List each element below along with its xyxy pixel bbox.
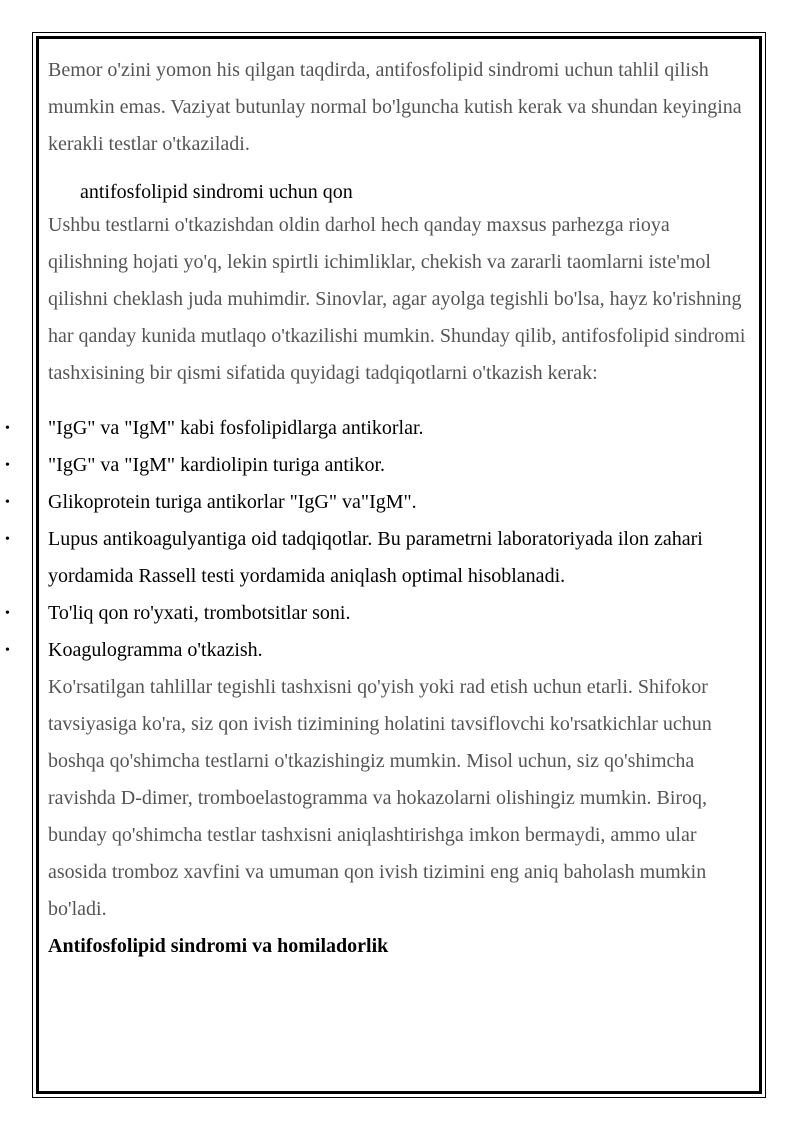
tests-list xyxy=(5,410,748,669)
bullet-icon: • xyxy=(5,532,10,547)
list-item: • To'liq qon ro'yxati, trombotsitlar soni. xyxy=(48,595,748,632)
list-item: • Koagulogramma o'tkazish. xyxy=(48,632,748,669)
list-item: • "IgG" va "IgM" kabi fosfolipidlarga antikorlar. xyxy=(48,410,748,447)
bullet-icon: • xyxy=(5,606,10,621)
bullet-icon: • xyxy=(5,495,10,510)
list-item: • Glikoprotein turiga antikorlar "IgG" va"IgM". xyxy=(48,484,748,521)
conclusion-paragraph: Ko'rsatilgan tahlillar tegishli tashxisni qo'yish yoki rad etish uchun etarli. Shifokor tavsiyasiga ko'ra, siz qon ivish tizimining holatini tavsiflovchi ko'rsatkichlar uchun boshqa qo'shimcha testlarni o'tkazishingiz mumkin. Misol uchun, siz qo'shimcha ravishda D-dimer, tromboelastogramma va hokazolarni olishingiz mumkin. Biroq, bunday qo'shimcha testlar tashxisni aniqlashtirishga imkon bermaydi, ammo ular asosida tromboz xavfini va umuman qon ivish tizimini eng aniq baholash mumkin bo'ladi. xyxy=(48,676,712,920)
list-item: • "IgG" va "IgM" kardiolipin turiga antikor. xyxy=(48,447,748,484)
tests-paragraph: Ushbu testlarni o'tkazishdan oldin darhol hech qanday maxsus parhezga rioya qilishning hojati yo'q, lekin spirtli ichimliklar, chekish va zararli taomlarni iste'mol qilishni cheklash juda muhimdir. Sinovlar, agar ayolga tegishli bo'lsa, hayz ko'rishning har qanday kunida mutlaqo o'tkazilishi mumkin. Shunday qilib, antifosfolipid sindromi tashxisining bir qismi sifatida quyidagi tadqiqotlarni o'tkazish kerak: xyxy=(48,214,746,384)
intro-paragraph: Bemor o'zini yomon his qilgan taqdirda, antifosfolipid sindromi uchun tahlil qilish mumkin emas. Vaziyat butunlay normal bo'lguncha kutish kerak va shundan keyingina kerakli testlar o'tkaziladi. xyxy=(48,59,742,155)
bullet-icon: • xyxy=(5,421,10,436)
list-item: • Lupus antikoagulyantiga oid tadqiqotlar. Bu parametrni laboratoriyada ilon zahari yordamida Rassell testi yordamida aniqlash optimal hisoblanadi. xyxy=(48,521,748,595)
bullet-icon: • xyxy=(5,643,10,658)
section-heading: Antifosfolipid sindromi va homiladorlik xyxy=(48,935,389,957)
bullet-icon: • xyxy=(5,458,10,473)
document-content xyxy=(5,52,748,965)
section-subheading: antifosfolipid sindromi uchun qon xyxy=(80,181,353,203)
